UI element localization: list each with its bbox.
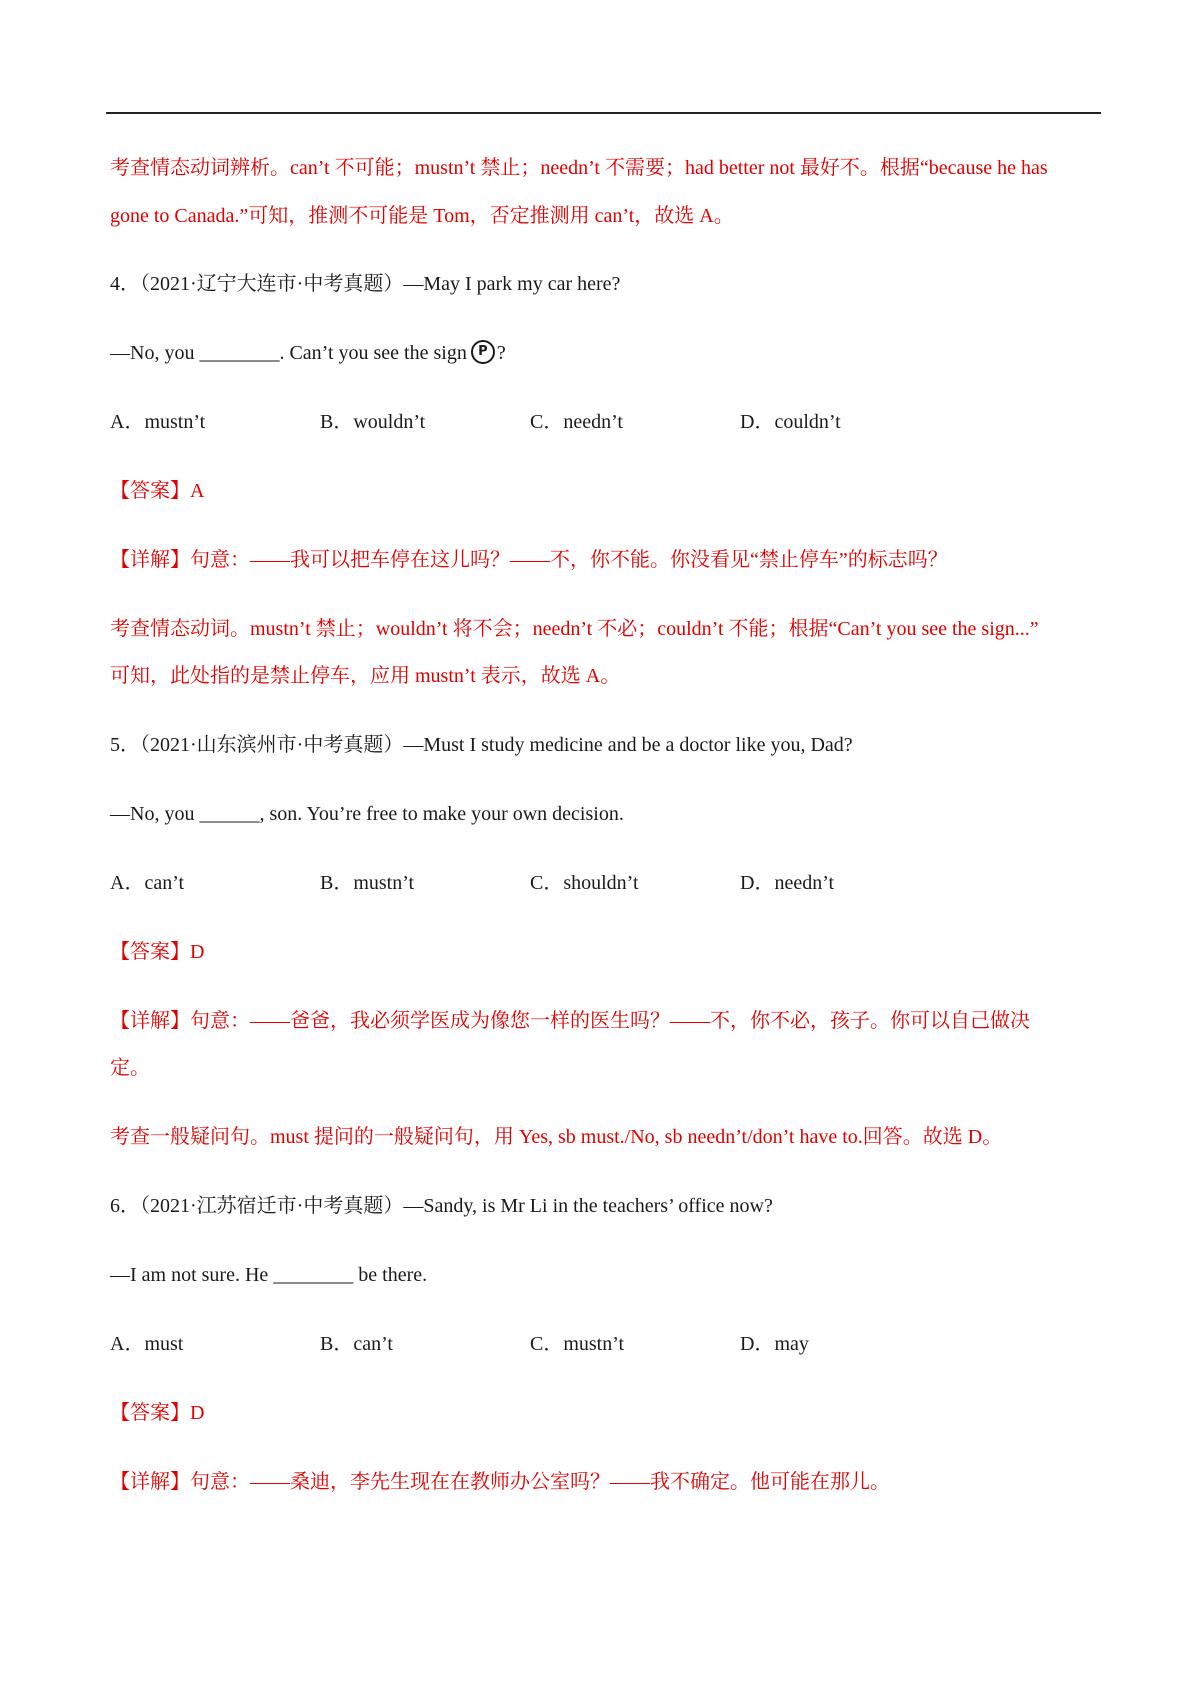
q6-detail-line-1: 【详解】句意：——桑迪，李先生现在在教师办公室吗？——我不确定。他可能在那儿。	[110, 1471, 890, 1493]
q5-analysis-line-1: 考查一般疑问句。must 提问的一般疑问句，用 Yes, sb must./No, sb needn’t/don’t have to.回答。故选 D。	[110, 1126, 1003, 1148]
q5-line-2: —No, you ______, son. You’re free to make your own decision.	[110, 803, 624, 825]
header-rule	[106, 112, 1101, 114]
q5-detail-line-1: 【详解】句意：——爸爸，我必须学医成为像您一样的医生吗？——不，你不必，孩子。你可以自己做决	[110, 1010, 1030, 1032]
no-parking-sign-icon: P	[471, 340, 495, 364]
q6-option-c: C．mustn’t	[530, 1333, 625, 1355]
q6-answer: 【答案】D	[110, 1402, 205, 1424]
q4-option-a: A．mustn’t	[110, 411, 206, 433]
q4-option-b: B．wouldn’t	[320, 411, 426, 433]
q4-stem: 4．（2021·辽宁大连市·中考真题）—May I park my car here?	[110, 273, 621, 295]
q4-analysis-line-2: 可知，此处指的是禁止停车，应用 mustn’t 表示，故选 A。	[110, 665, 621, 687]
q5-detail-line-2: 定。	[110, 1057, 150, 1079]
q5-option-d: D．needn’t	[740, 872, 835, 894]
q6-stem: 6．（2021·江苏宿迁市·中考真题）—Sandy, is Mr Li in the teachers’ office now?	[110, 1195, 773, 1217]
q3-analysis-line-2: gone to Canada.”可知，推测不可能是 Tom，否定推测用 can’t，故选 A。	[110, 205, 734, 227]
q3-analysis-line-1: 考查情态动词辨析。can’t 不可能；mustn’t 禁止；needn’t 不需要；had better not 最好不。根据“because he has	[110, 157, 1048, 179]
q6-option-b: B．can’t	[320, 1333, 393, 1355]
q4-option-d: D．couldn’t	[740, 411, 841, 433]
q5-option-b: B．mustn’t	[320, 872, 415, 894]
q6-line-2: —I am not sure. He ________ be there.	[110, 1264, 428, 1286]
q4-answer: 【答案】A	[110, 480, 205, 502]
q4-line-2-text: —No, you ________. Can’t you see the sign	[110, 342, 467, 364]
q6-option-a: A．must	[110, 1333, 184, 1355]
q4-analysis-line-1: 考查情态动词。mustn’t 禁止；wouldn’t 将不会；needn’t 不必；couldn’t 不能；根据“Can’t you see the sign...”	[110, 618, 1039, 640]
q5-stem: 5．（2021·山东滨州市·中考真题）—Must I study medicine and be a doctor like you, Dad?	[110, 734, 853, 756]
q4-line-2	[110, 339, 506, 367]
q5-option-a: A．can’t	[110, 872, 185, 894]
q4-option-c: C．needn’t	[530, 411, 623, 433]
q4-line-2-end: ?	[496, 342, 506, 364]
q5-option-c: C．shouldn’t	[530, 872, 639, 894]
q5-answer: 【答案】D	[110, 941, 205, 963]
q4-detail-line-1: 【详解】句意：——我可以把车停在这儿吗？——不，你不能。你没看见“禁止停车”的标志吗？	[110, 549, 948, 571]
q6-option-d: D．may	[740, 1333, 809, 1355]
